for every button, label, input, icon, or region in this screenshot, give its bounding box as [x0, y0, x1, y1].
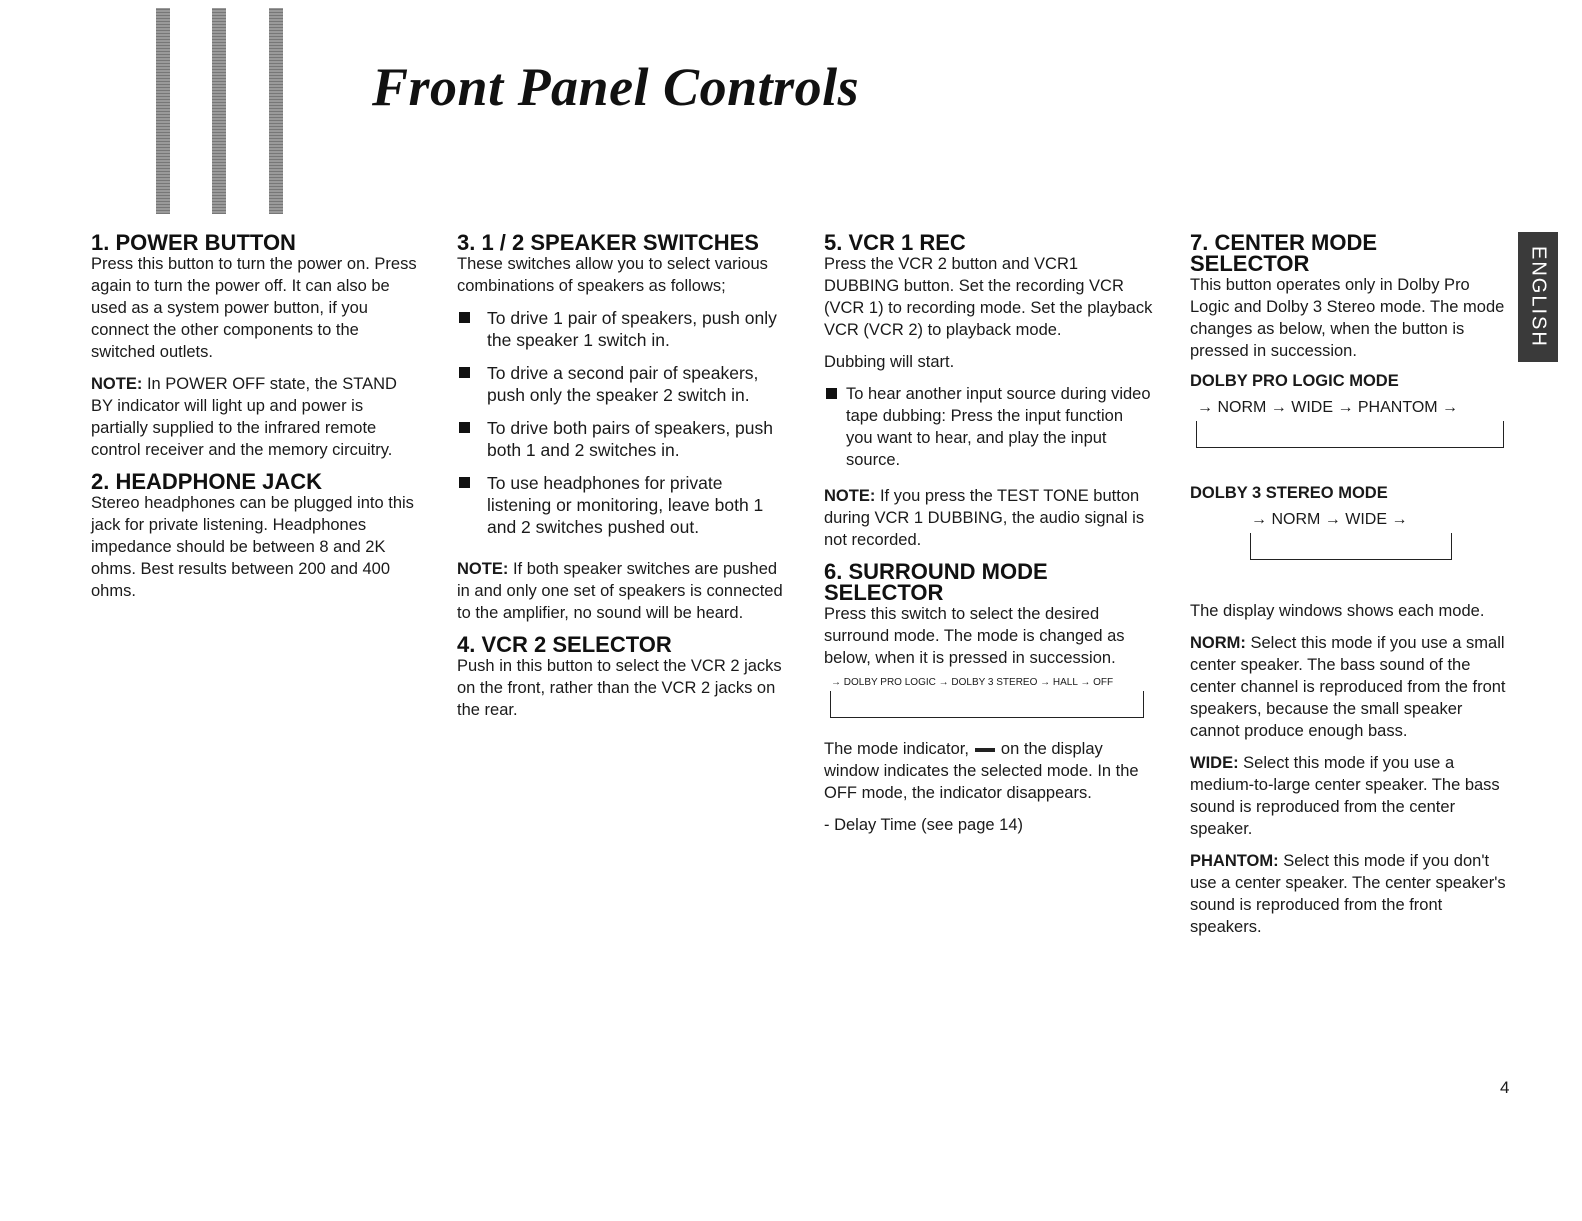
- section-body: Stereo headphones can be plugged into this jack for private listening. Headphones impedance should be between 8 and 2K ohms. Best results between 200 and 400 ohms.: [91, 494, 414, 600]
- delay-time-ref: - Delay Time (see page 14): [824, 816, 1024, 834]
- note: [824, 485, 1154, 551]
- section-body: Press this switch to select the desired surround mode. The mode is changed as below, when it is pressed in succession.: [824, 605, 1125, 667]
- norm-description: NORM: Select this mode if you use a small center speaker. The bass sound of the center channel is reproduced from the front speakers, because the small speaker cannot produce enough bass.: [1190, 634, 1506, 740]
- column-1: [91, 232, 421, 612]
- section-headphone-jack: [91, 471, 421, 602]
- section-body: This button operates only in Dolby Pro Logic and Dolby 3 Stereo mode. The mode changes as below, when the button is pressed in succession.: [1190, 276, 1505, 360]
- section-surround-mode: [824, 561, 1154, 836]
- dubbing-text: Dubbing will start.: [824, 353, 955, 371]
- list-item: To drive 1 pair of speakers, push only the speaker 1 switch in.: [457, 307, 787, 351]
- note-text: In POWER OFF state, the STAND BY indicator will light up and power is partially supplied to the infrared remote control receiver and the memory circuitry.: [91, 375, 397, 459]
- square-bullet-icon: [459, 477, 470, 488]
- vcr1-list: [824, 383, 1154, 471]
- section-intro: These switches allow you to select various combinations of speakers as follows;: [457, 255, 768, 295]
- mode-indicator-icon: [975, 748, 995, 752]
- section-heading: 6. SURROUND MODE SELECTOR: [824, 559, 1048, 605]
- note-label: NOTE:: [457, 560, 509, 578]
- decoration-bar: [269, 8, 283, 214]
- note-text: If both speaker switches are pushed in and only one set of speakers is connected to the amplifier, no sound will be heard.: [457, 560, 783, 622]
- square-bullet-icon: [826, 388, 837, 399]
- column-3: [824, 232, 1154, 846]
- note: [457, 558, 787, 624]
- section-vcr1-rec: [824, 232, 1154, 551]
- note-label: NOTE:: [824, 487, 876, 505]
- section-vcr2-selector: [457, 634, 787, 721]
- section-power-button: [91, 232, 421, 461]
- pro-logic-cycle-diagram: [1196, 399, 1504, 448]
- note: [91, 373, 421, 461]
- note-label: NOTE:: [91, 375, 143, 393]
- section-body: Press the VCR 2 button and VCR1 DUBBING button. Set the recording VCR (VCR 1) to recording mode. Set the playback VCR (VCR 2) to playback mode.: [824, 255, 1153, 339]
- square-bullet-icon: [459, 367, 470, 378]
- mode-indicator-text: The mode indicator, on the display window indicates the selected mode. In the OFF mode, the indicator disappears.: [824, 740, 1139, 802]
- list-item: To drive a second pair of speakers, push only the speaker 2 switch in.: [457, 362, 787, 406]
- decoration-bar: [156, 8, 170, 214]
- decoration-bar: [212, 8, 226, 214]
- cycle-sequence: → DOLBY PRO LOGIC → DOLBY 3 STEREO → HALL → OFF: [831, 677, 1114, 688]
- page-number: 4: [1500, 1078, 1510, 1097]
- phantom-description: PHANTOM: Select this mode if you don't use a center speaker. The center speaker's sound is reproduced from the front speakers.: [1190, 852, 1506, 936]
- speaker-options-list: [457, 307, 787, 538]
- list-item: To use headphones for private listening or monitoring, leave both 1 and 2 switches pushed out.: [457, 472, 787, 538]
- section-center-mode: [1190, 232, 1510, 938]
- pro-logic-mode-label: DOLBY PRO LOGIC MODE: [1190, 372, 1399, 390]
- section-body: Press this button to turn the power on. Press again to turn the power off. It can also be used as a system power button, if you connect the other components to the switched outlets.: [91, 255, 417, 361]
- stereo-cycle-diagram: [1250, 511, 1452, 560]
- surround-mode-cycle-diagram: [830, 677, 1144, 718]
- note-text: If you press the TEST TONE button during VCR 1 DUBBING, the audio signal is not recorded.: [824, 487, 1145, 549]
- section-heading: 2. HEADPHONE JACK: [91, 469, 323, 494]
- section-heading: 4. VCR 2 SELECTOR: [457, 632, 672, 657]
- list-item: To drive both pairs of speakers, push both 1 and 2 switches in.: [457, 417, 787, 461]
- cycle-sequence: → NORM → WIDE →: [1251, 511, 1408, 528]
- stereo-mode-label: DOLBY 3 STEREO MODE: [1190, 484, 1388, 502]
- page-title: Front Panel Controls: [372, 57, 860, 117]
- section-heading: 3. 1 / 2 SPEAKER SWITCHES: [457, 230, 759, 255]
- language-tab-label: ENGLISH: [1527, 246, 1550, 348]
- list-item: To hear another input source during video tape dubbing: Press the input function you want to hear, and play the input source.: [824, 383, 1154, 471]
- section-heading: 7. CENTER MODE SELECTOR: [1190, 230, 1378, 276]
- section-body: Push in this button to select the VCR 2 jacks on the front, rather than the VCR 2 jacks on the rear.: [457, 657, 782, 719]
- square-bullet-icon: [459, 422, 470, 433]
- section-speaker-switches: [457, 232, 787, 624]
- square-bullet-icon: [459, 312, 470, 323]
- header-decoration-bars: [156, 8, 286, 214]
- wide-description: WIDE: Select this mode if you use a medium-to-large center speaker. The bass sound is reproduced from the center speaker.: [1190, 754, 1500, 838]
- section-heading: 1. POWER BUTTON: [91, 230, 296, 255]
- cycle-sequence: → NORM → WIDE → PHANTOM →: [1197, 399, 1459, 416]
- language-tab: [1518, 232, 1558, 362]
- display-text: The display windows shows each mode.: [1190, 602, 1485, 620]
- section-heading: 5. VCR 1 REC: [824, 230, 966, 255]
- column-4: [1190, 232, 1510, 948]
- column-2: [457, 232, 787, 731]
